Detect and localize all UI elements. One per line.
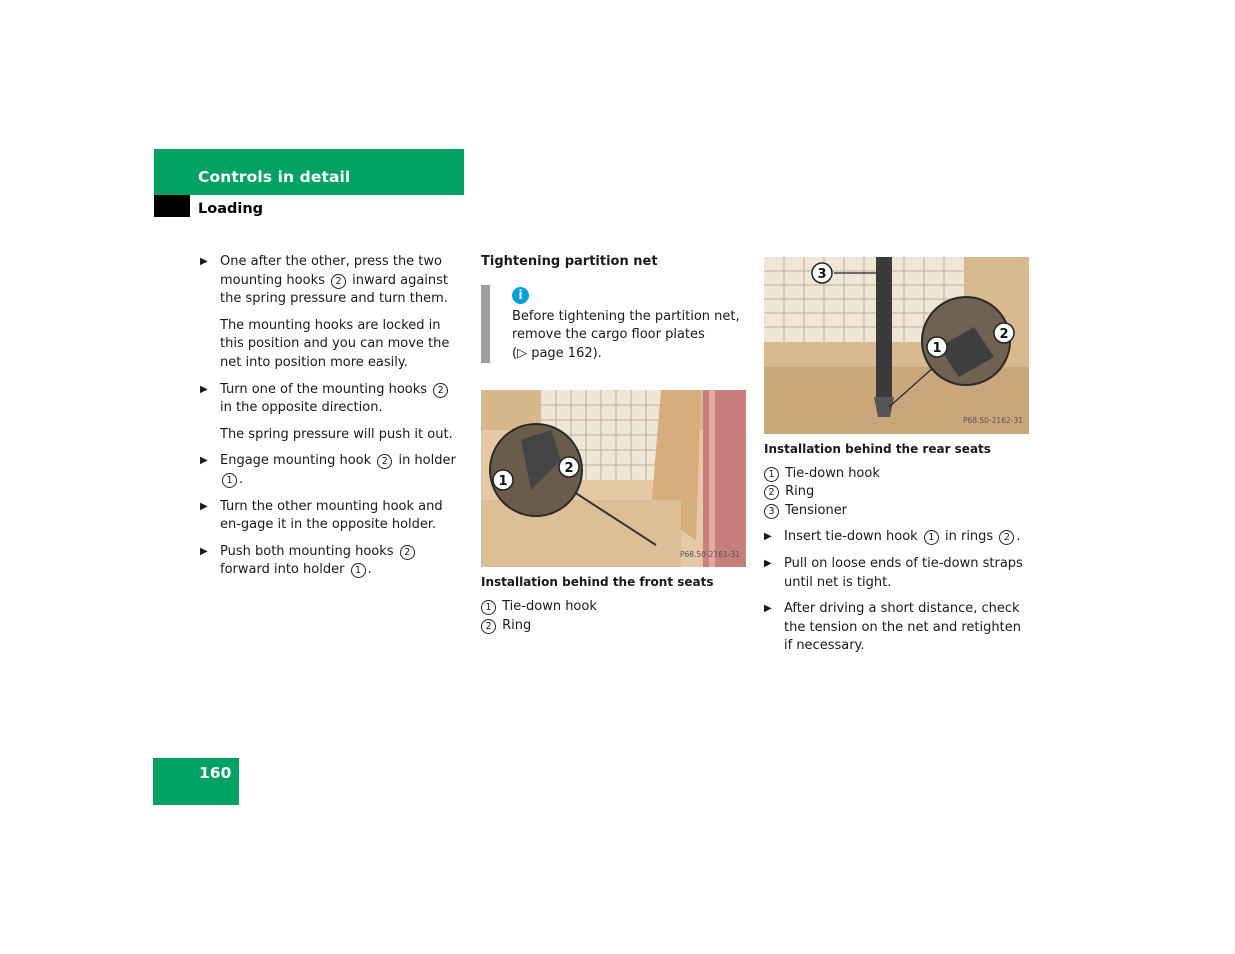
info-text: Before tightening the partition net, remove the cargo floor plates (▷ page 162).	[512, 308, 740, 361]
marker-1: 1	[222, 473, 237, 488]
result-note: The mounting hooks are locked in this position and you can move the net into position more easily.	[220, 317, 450, 370]
callout-1: 1	[498, 474, 508, 490]
instruction-step: ▶ Push both mounting hooks 2 forward into holder 1 .	[200, 543, 465, 580]
right-column	[764, 257, 1030, 664]
middle-column	[481, 253, 747, 635]
callout-2: 2	[564, 461, 574, 477]
front-seats-drawing	[481, 390, 746, 567]
section-title: Controls in detail	[198, 168, 351, 186]
info-icon: i	[512, 287, 529, 304]
bullet-arrow-icon: ▶	[764, 531, 772, 543]
bullet-arrow-icon: ▶	[200, 256, 208, 267]
legend-item: 1 Tie-down hook	[481, 598, 747, 617]
marker-2: 2	[433, 383, 448, 398]
legend-item: 3 Tensioner	[764, 502, 1030, 521]
bullet-arrow-icon: ▶	[200, 455, 208, 467]
rear-seats-drawing	[764, 257, 1029, 434]
front-seats-illustration	[481, 390, 746, 567]
figure-code: P68.50-2161-31	[679, 549, 740, 559]
left-column	[200, 253, 465, 588]
instruction-step: ▶ Engage mounting hook 2 in holder 1 .	[200, 453, 456, 487]
page-number: 160	[199, 764, 232, 782]
subsection-marker	[154, 195, 190, 217]
figure-legend	[481, 598, 747, 635]
figure-caption: Installation behind the rear seats	[764, 442, 991, 456]
legend-item: 2 Ring	[481, 617, 747, 636]
bullet-arrow-icon: ▶	[200, 383, 208, 395]
figure-legend	[764, 465, 1030, 521]
bullet-arrow-icon: ▶	[200, 545, 208, 557]
section-heading: Tightening partition net	[481, 254, 658, 269]
bullet-arrow-icon: ▶	[764, 557, 772, 569]
marker-2: 2	[999, 530, 1014, 545]
instruction-step: ▶ Turn the other mounting hook and en-gage it in the opposite holder.	[200, 498, 443, 533]
instruction-step: ▶ One after the other, press the two mounting hooks 2 inward against the spring pressure and turn them.	[200, 254, 449, 307]
legend-item: 1 Tie-down hook	[764, 465, 1030, 484]
marker-1: 1	[351, 563, 366, 578]
bullet-arrow-icon: ▶	[764, 603, 772, 615]
figure-code: P68.50-2162-31	[962, 416, 1023, 426]
rear-seats-illustration	[764, 257, 1029, 434]
result-note: The spring pressure will push it out.	[220, 426, 453, 442]
info-box	[481, 285, 747, 364]
callout-1: 1	[932, 341, 942, 356]
marker-2: 2	[400, 545, 415, 560]
instruction-step: ▶ Pull on loose ends of tie-down straps until net is tight.	[764, 555, 1023, 590]
callout-3: 3	[817, 267, 827, 282]
bullet-arrow-icon: ▶	[200, 500, 208, 512]
callout-2: 2	[999, 327, 1009, 342]
instruction-step: ▶ Turn one of the mounting hooks 2 in the opposite direction.	[200, 381, 465, 418]
marker-2: 2	[331, 274, 346, 289]
figure-caption: Installation behind the front seats	[481, 575, 714, 590]
subsection-title: Loading	[198, 201, 264, 217]
marker-2: 2	[377, 454, 392, 469]
instruction-step: ▶ Insert tie-down hook 1 in rings 2 .	[764, 528, 1030, 547]
marker-1: 1	[924, 530, 939, 545]
instruction-step: ▶ After driving a short distance, check the tension on the net and retighten if necessary.	[764, 601, 1021, 654]
legend-item: 2 Ring	[764, 483, 1030, 502]
